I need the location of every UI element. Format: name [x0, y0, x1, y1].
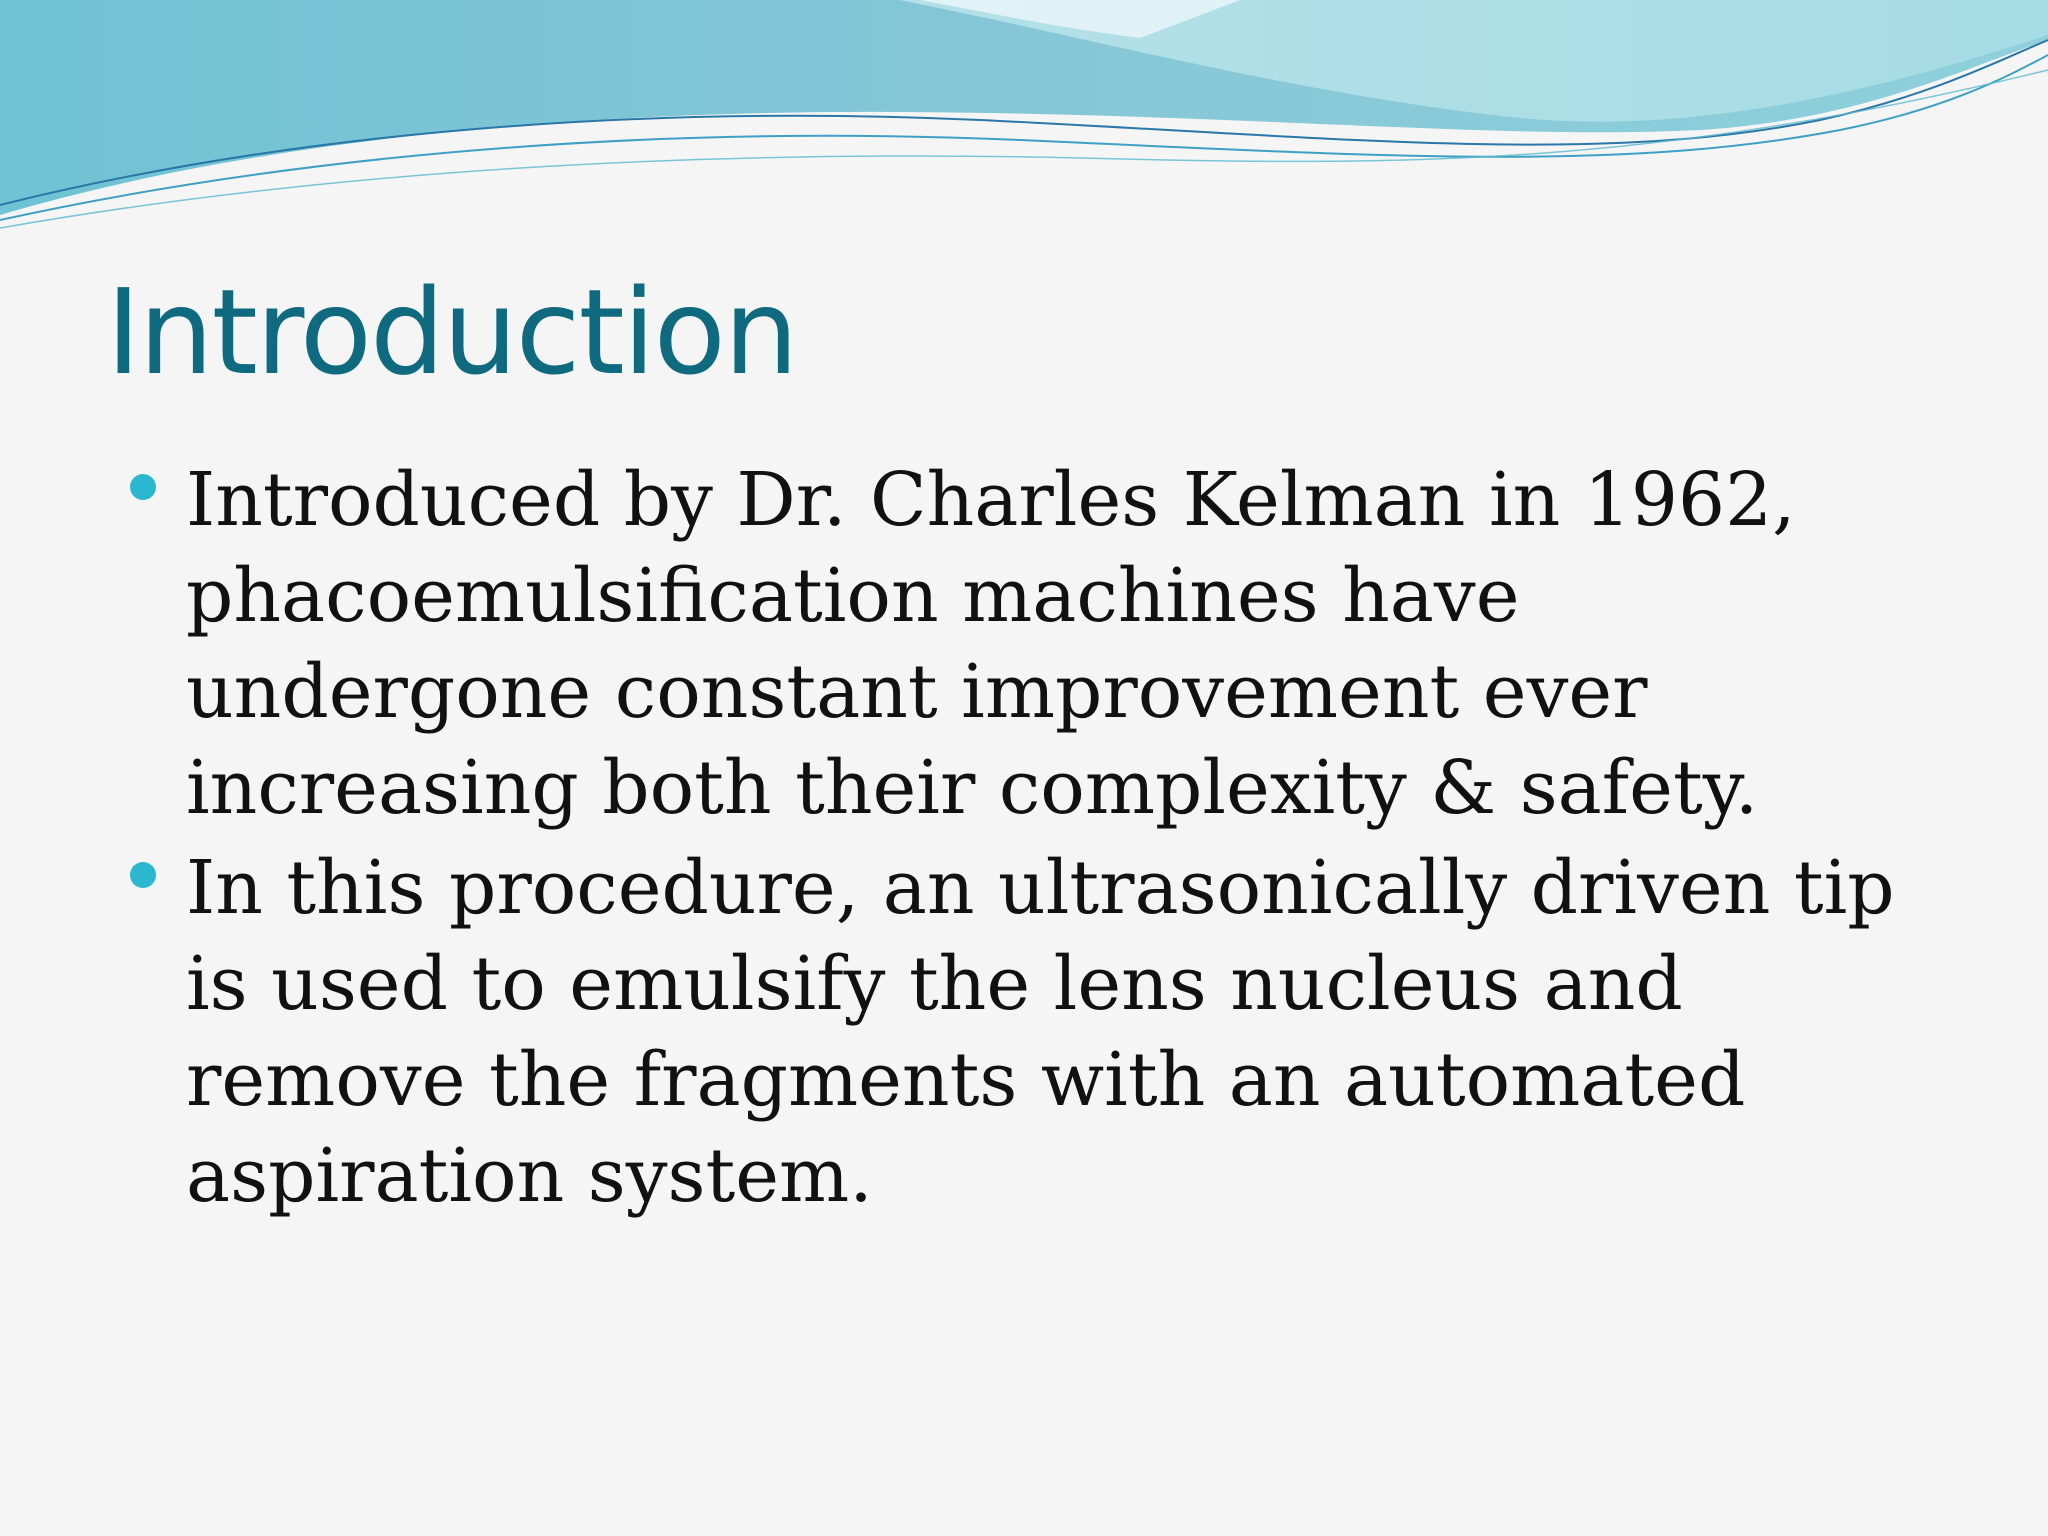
bullet-dot-icon	[130, 862, 156, 888]
bullet-item	[130, 452, 1930, 836]
bullet-dot-icon	[130, 474, 156, 500]
bullet-list	[130, 452, 1930, 1228]
wave-decoration	[0, 0, 2048, 240]
bullet-text: In this procedure, an ultrasonically driven tip is used to emulsify the lens nucleus and remove the fragments with an automated aspiration system.	[186, 845, 1895, 1219]
bullet-text: Introduced by Dr. Charles Kelman in 1962, phacoemulsification machines have undergone constant improvement ever increasing both their complexity & safety.	[186, 457, 1796, 831]
slide-title: Introduction	[106, 263, 797, 401]
bullet-item	[130, 840, 1930, 1224]
